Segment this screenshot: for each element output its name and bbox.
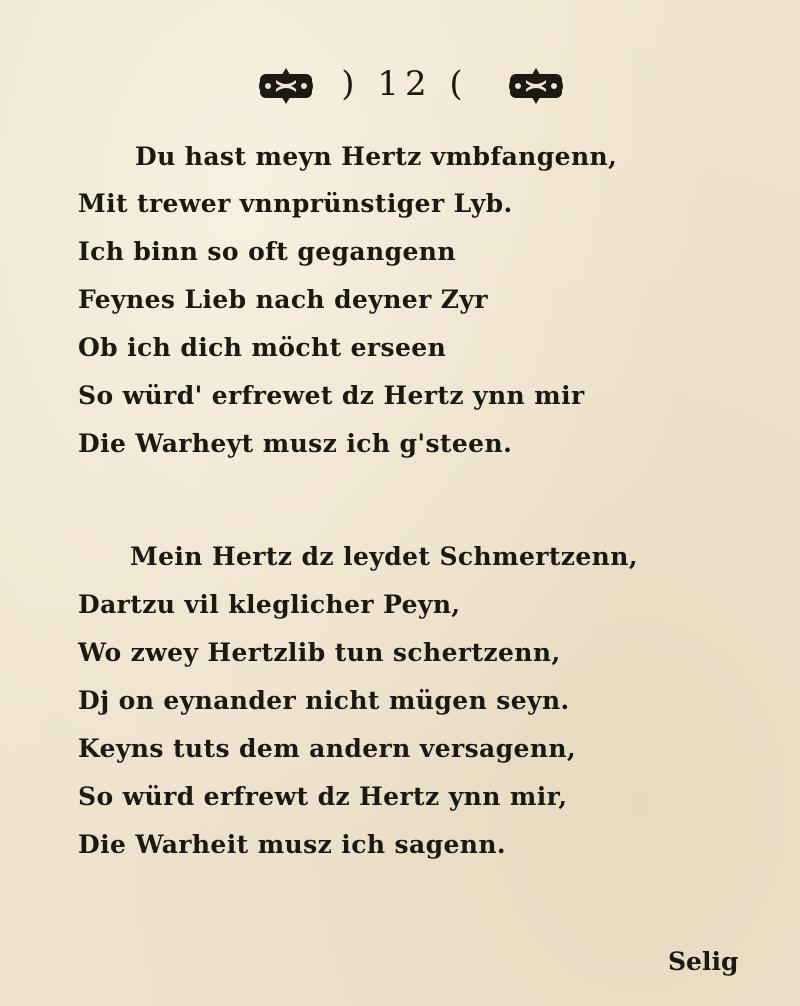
verse-line: Wo zwey Hertzlib tun schertzenn,	[78, 638, 561, 667]
fleuron-ornament-icon	[258, 66, 314, 106]
verse-line: Keyns tuts dem andern versagenn,	[78, 734, 577, 763]
verse-line: Die Warheit musz ich sagenn.	[78, 830, 507, 859]
page-header	[0, 62, 800, 112]
verse-line: Feynes Lieb nach deyner Zyr	[78, 285, 488, 314]
verse-line: So würd erfrewt dz Hertz ynn mir,	[78, 782, 568, 811]
verse-line: Dj on eynander nicht mügen seyn.	[78, 686, 570, 715]
verse-line: Ich binn so oft gegangenn	[78, 237, 456, 266]
catchword: Selig	[668, 947, 739, 976]
verse-line: Die Warheyt musz ich g'steen.	[78, 429, 513, 458]
verse-line: Ob ich dich möcht erseen	[78, 333, 447, 362]
fleuron-ornament-icon	[508, 66, 564, 106]
verse-line: Mit trewer vnnprünstiger Lyb.	[78, 189, 513, 218]
verse-line: Dartzu vil kleglicher Peyn,	[78, 590, 461, 619]
verse-line: Du hast meyn Hertz vmbfangenn,	[135, 142, 618, 171]
verse-line: Mein Hertz dz leydet Schmertzenn,	[130, 542, 638, 571]
page-number: ) 12 (	[341, 64, 469, 104]
verse-line: So würd' erfrewet dz Hertz ynn mir	[78, 381, 585, 410]
